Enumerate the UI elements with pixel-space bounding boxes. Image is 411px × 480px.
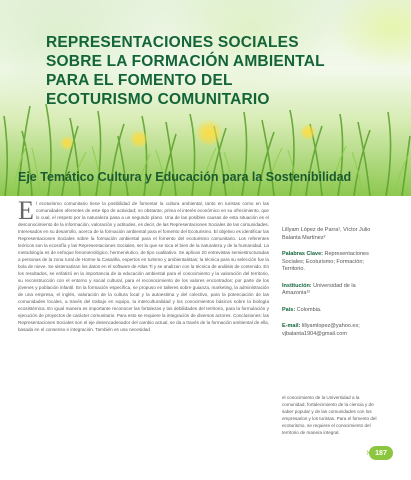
thematic-axis-subtitle: Eje Temático Cultura y Educación para la Sostenibilidad xyxy=(18,170,352,184)
page-number: 187 xyxy=(369,446,393,460)
email-value[interactable]: lillyamlopez@yahoo.es; vjbalanta1904@gmail.com xyxy=(282,323,360,337)
title-line: SOBRE LA FORMACIÓN AMBIENTAL xyxy=(46,53,325,70)
country-block xyxy=(282,307,382,315)
institution-label: Institución: xyxy=(282,282,312,289)
institution-block xyxy=(282,283,382,298)
chevron-right-icon: › xyxy=(366,447,370,458)
article-metadata-sidebar xyxy=(282,227,382,347)
country-value: Colombia. xyxy=(295,306,322,313)
keywords-value: Representaciones Sociales; Ecoturismo; Formación; Territorio. xyxy=(282,251,369,272)
authors: Lillyam López de Parra¹, Víctor Julio Balanta Martínez² xyxy=(282,227,371,241)
light-bokeh xyxy=(60,136,74,150)
title-line: REPRESENTACIONES SOCIALES xyxy=(46,34,299,51)
country-label: País: xyxy=(282,306,296,313)
abstract-body xyxy=(18,196,270,333)
light-bokeh xyxy=(300,124,316,140)
keywords-block xyxy=(282,251,382,274)
hero-image xyxy=(0,0,411,196)
light-bokeh xyxy=(130,130,148,148)
title-line: ECOTURISMO COMUNITARIO xyxy=(46,91,270,108)
email-label: E-mail: xyxy=(282,323,301,329)
keywords-label: Palabras Clave: xyxy=(282,251,323,257)
email-block xyxy=(282,323,382,338)
abstract-continuation: el conocimiento de la Universidad a la comunidad, fortalecimiento de la ciencia y de saber popular y de las comunidades con los empresarios y los turistas. Para el fomento del ecoturismo, se requiere el conocimiento del territorio de manera integral. xyxy=(282,395,377,435)
page-number-badge xyxy=(366,442,396,464)
abstract-text: l ecoturismo comunitario tiene la posibilidad de fomentar la cultura ambiental, tanto en turistas como en las comunidades oferentes de este tipo de actividad; no obstante, prima el interés económico en su ofrecimiento, que lo cual, el respeto por la naturaleza pasa a un segundo plano. Una de las posibles causas de esta situación es el desconocimiento de la información, valoración y actitudes, es decir, de las Representaciones Sociales de las comunidades. Interesados en su desarrollo, acerca de la formación ambiental para el fomento del Ecoturismo. El objetivo es identificar las Representaciones Sociales sobre la formación ambiental para el fomento del ecoturismo comunitario. Los referentes teóricos son la ecosofía y las Representaciones Sociales, ser la que se toca el bien de la naturaleza y de la humanidad. La metodología es de enfoque fenomenológico, hermenéutico, de tipo cualitativo. Se aplican 20 entrevistas semiestructuradas a personas de la zona rural de Horme la Casarilla, expertos en turismo y ambientalistas; la técnica para su selección fue la bola de nieve. Se sistematizan los datos en el software de Atlas Ti y se analizan con la técnica de análisis de contenido. En los resultados, se enfatizó en la importancia de la educación ambiental para el conocimiento y la valoración del territorio, su reconstrucción con el entorno y social cultural, para el reconocimiento de los valores encontrados; por parte de los jóvenes y población infantil. En la formación específica, se propuso en talleres sobre guianza, marketing, la administración de una empresa, el inglés, valoración de la cultura local y la autoestima y del colectivo, para la potenciación de las comunidades locales, a través del trabajo en equipo, la interculturalidad y los conocimientos básicos sobre la biología ecosistémica. En igual manera es importante reconocer las fortalezas y las debilidades del territorio, para la formulación y ejecución de proyectos de carácter comunitario. Para esto se requiere la integración de diversos actores. Conclusiones: las Representaciones Sociales son el eje desencadenador del cambio actual, se da a través de la formación ambiental de ella, basada en el consenso e integración. También es una necesidad xyxy=(18,201,270,332)
drop-cap: E xyxy=(18,196,34,225)
institution-value: Universidad de la Amazonia¹² xyxy=(282,282,356,296)
light-bokeh xyxy=(196,120,222,146)
article-title xyxy=(46,33,376,109)
title-line: PARA EL FOMENTO DEL xyxy=(46,72,233,89)
